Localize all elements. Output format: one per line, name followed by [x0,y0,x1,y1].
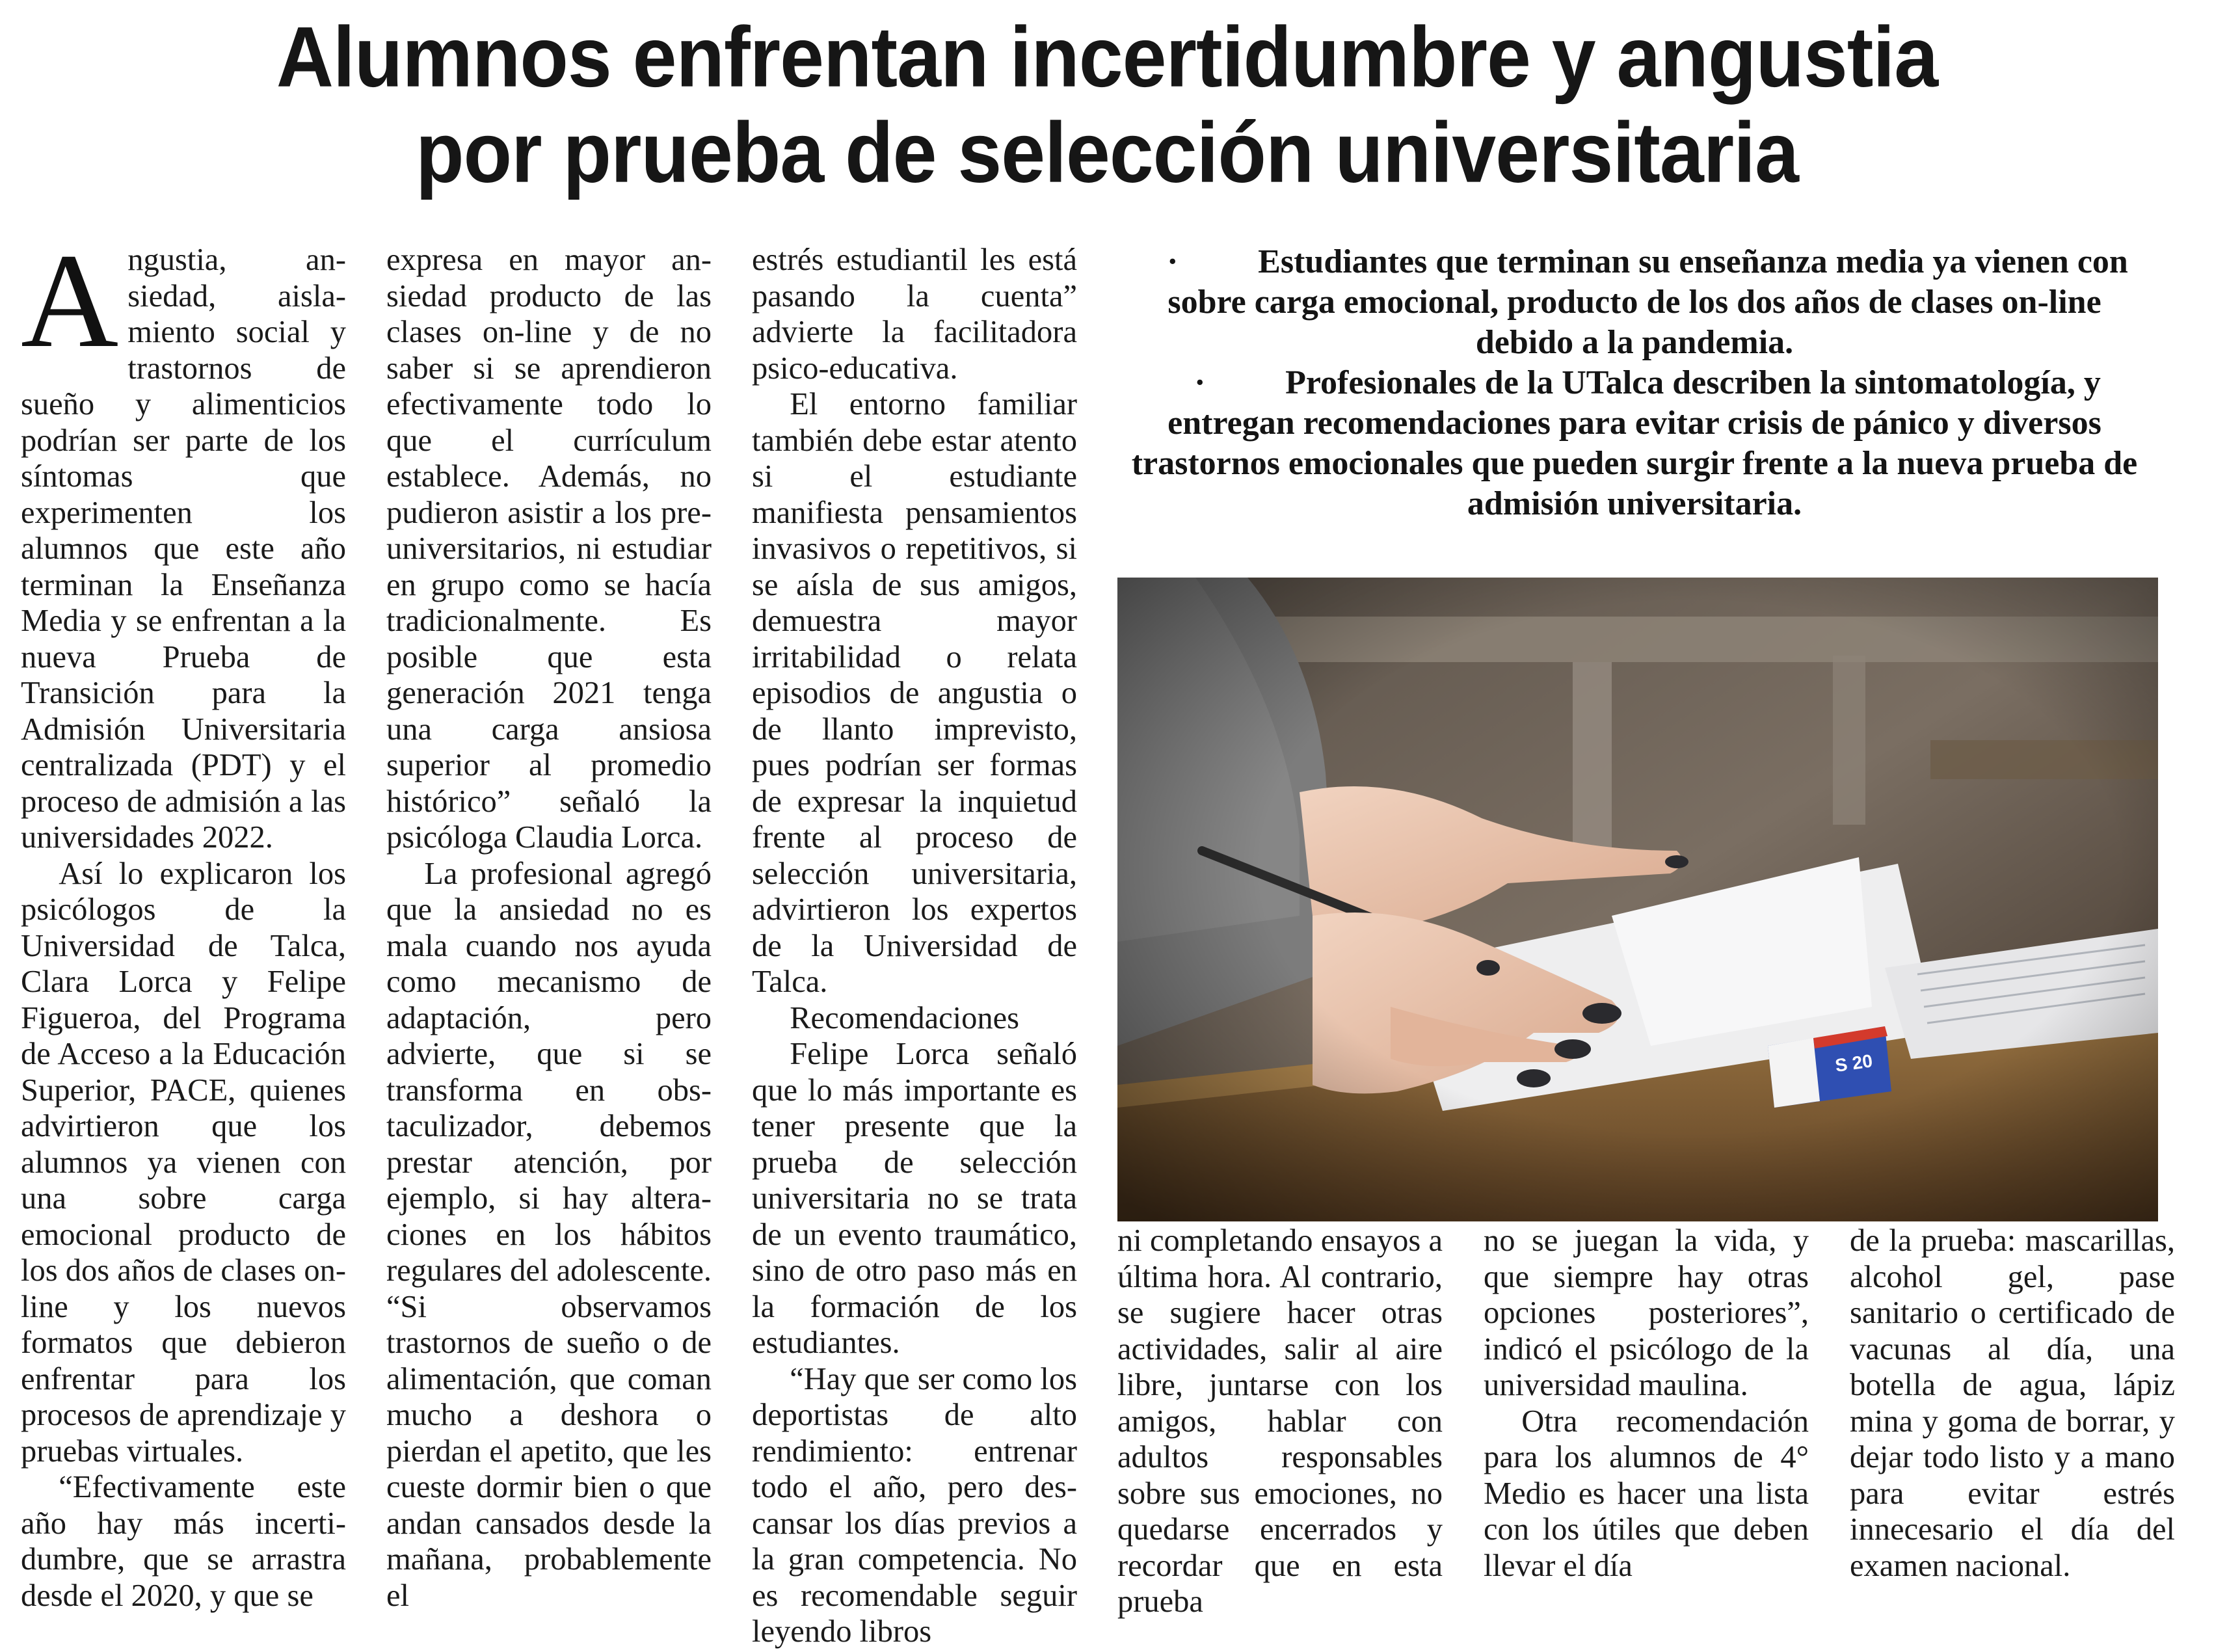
bullet-icon: · [1194,364,1206,401]
paragraph-continued: estrés estudiantil les está pasando la cuenta” advierte la facilitadora psico-educativa. [752,243,1077,386]
subheading: Recomendaciones [790,1000,1020,1035]
paragraph: Así lo explicaron los psicólogos de la Universidad de Talca, Clara Lorca y Felipe Figueroa, del Programa de Acceso a la Educación Superior, PACE, quienes advirtieron que los alumnos ya vienen con una sobre carga emocional producto de los dos años de clases on-line y los nuevos formatos que debieron enfrentar para los procesos de aprendizaje y pruebas virtuales. [21,856,346,1469]
paragraph: “Efectivamente este año hay más incertidumbre, que se arrastra desde el 2020, y que se [21,1470,346,1613]
headline [0,9,2214,200]
drop-cap: A [21,226,119,375]
photo-student-writing-exam [1117,578,2158,1221]
summary-item: · Estudiantes que terminan su enseñanza media ya vienen con sobre carga emocional, producto de los dos años de clases on-line debido a la pandemia. [1117,242,2152,363]
article-column-6 [1850,1223,2175,1584]
paragraph-continued: no se juegan la vida, y que siempre hay otras opciones posteriores”, indicó el psicólogo de la universidad maulina. [1484,1223,1809,1402]
article-column-1 [21,226,346,1614]
paragraph-intro: Angustia, ansiedad, aislamiento social y trastornos de sueño y alimenticios podrían ser parte de los síntomas que experimenten los alumnos que este año terminan la Enseñanza Media y se enfrentan a la nueva Prueba de Transición para la Admisión Universitaria centralizada (PDT) y el proceso de admisión a las universidades 2022. [21,226,346,855]
paragraph: La profesional agregó que la ansiedad no es mala cuando nos ayuda como mecanismo de adaptación, pero advierte, que si se transforma en obstaculizador, debemos prestar atención, por ejemplo, si hay alteraciones en los hábitos regulares del adolescente. “Si observamos trastornos de sueño o de alimentación, que coman mucho a deshora o pierdan el apetito, que les cueste dormir bien o que andan cansados desde la mañana, probablemente el [386,856,712,1613]
summary-bullets [1117,242,2152,524]
article-column-5 [1484,1223,1809,1584]
article-column-3 [752,242,1077,1650]
paragraph-continued: ni completando ensayos a última hora. Al contrario, se sugiere hacer otras actividades, salir al aire libre, juntarse con los amigos, hablar con adultos responsables sobre sus emociones, no quedarse encerrados y recordar que en esta prueba [1117,1223,1443,1619]
paragraph-continued: de la prueba: mascarillas, alcohol gel, pase sanitario o certificado de vacunas al día, una botella de agua, lápiz mina y goma de borrar, y dejar todo listo y a mano para evitar estrés innecesario el día del examen nacional. [1850,1223,2175,1583]
paragraph: El entorno familiar también debe estar atento si el estudiante manifiesta pensamientos invasivos o repetitivos, si se aísla de sus amigos, demuestra mayor irritabilidad o relata episodios de angustia o de llanto imprevisto, pues podrían ser formas de expresar la inquietud frente al proceso de selección universitaria, advirtieron los expertos de la Universidad de Talca. [752,387,1077,999]
paragraph: Otra recomendación para los alumnos de 4° Medio es hacer una lista con los útiles que deben llevar el día [1484,1404,1809,1583]
headline-line-1: Alumnos enfrentan incertidumbre y angustia [276,9,1938,105]
bullet-icon: · [1167,243,1179,280]
article-column-2 [386,242,712,1614]
paragraph: “Hay que ser como los deportistas de alto rendimiento: entrenar todo el año, pero descansar los días previos a la gran competencia. No es recomendable seguir leyendo libros [752,1361,1077,1649]
article-column-4 [1117,1223,1443,1620]
summary-item: · Profesionales de la UTalca describen la sintomatología, y entregan recomendaciones para evitar crisis de pánico y diversos trastornos emocionales que pueden surgir frente a la nueva prueba de admisión universitaria. [1131,364,2138,522]
headline-line-2: por prueba de selección universitaria [416,104,1798,200]
paragraph: Felipe Lorca señaló que lo más importante es tener presente que la prueba de selección universitaria no se trata de un evento traumático, sino de otro paso más en la formación de los estudiantes. [752,1037,1077,1360]
article-photo [1117,578,2158,1221]
paragraph-continued: expresa en mayor ansiedad producto de las clases on-line y de no saber si se aprendieron efectivamente todo lo que el currículum establece. Además, no pudieron asistir a los pre-universitarios, ni estudiar en grupo como se hacía tradicionalmente. Es posible que esta generación 2021 tenga una carga ansiosa superior al promedio histórico” señaló la psicóloga Claudia Lorca. [386,243,712,855]
